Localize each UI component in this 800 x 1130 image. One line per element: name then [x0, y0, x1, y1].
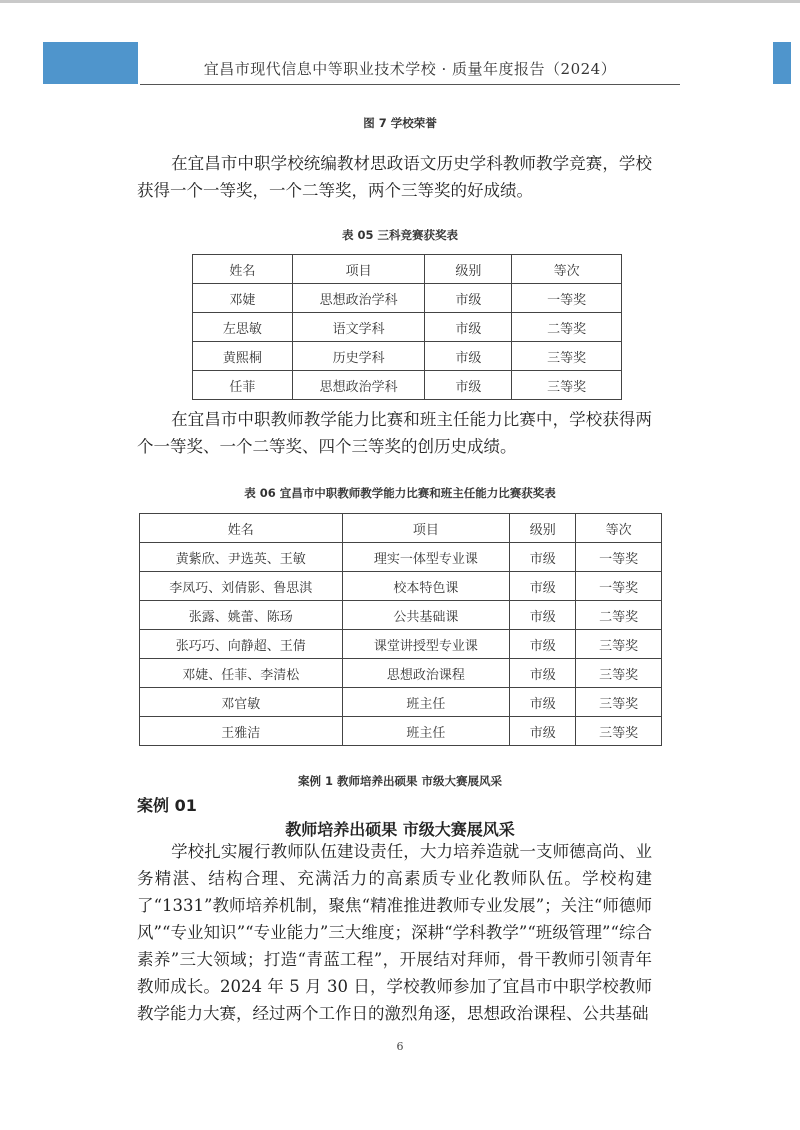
table06-header-name: 姓名	[140, 514, 343, 543]
paragraph-1	[137, 150, 652, 204]
table-cell: 市级	[510, 601, 576, 630]
table-row	[140, 630, 662, 659]
table-cell: 市级	[425, 313, 512, 342]
table05-header-rank: 等次	[512, 255, 622, 284]
table-cell: 三等奖	[576, 630, 662, 659]
table-row	[193, 371, 622, 400]
case-label: 案例 01	[137, 796, 197, 815]
table-cell: 思想政治学科	[292, 371, 425, 400]
table05	[192, 254, 622, 400]
table-cell: 二等奖	[512, 313, 622, 342]
table05-header-name: 姓名	[193, 255, 293, 284]
table-cell: 二等奖	[576, 601, 662, 630]
table-cell: 张巧巧、向静超、王倩	[140, 630, 343, 659]
table06	[139, 513, 662, 746]
case-body-text: 学校扎实履行教师队伍建设责任，大力培养造就一支师德高尚、业务精湛、结构合理、充满活力的高素质专业化教师队伍。学校构建了“1331”教师培养机制，聚焦“精准推进教师专业发展”；关注“师德师风”“专业知识”“专业能力”三大维度；深耕“学科教学”“班级管理”“综合素养”三大领域；打造“青蓝工程”，开展结对拜师，骨干教师引领青年教师成长。2024 年 5 月 30 日，学校教师参加了宜昌市中职学校教师教学能力大赛，经过两个工作日的激烈角逐，思想政治课程、公共基础	[137, 842, 652, 1023]
table-cell: 课堂讲授型专业课	[342, 630, 510, 659]
table05-caption: 表 05 三科竞赛获奖表	[341, 228, 458, 242]
table-row	[193, 313, 622, 342]
table-cell: 三等奖	[512, 371, 622, 400]
case-body	[137, 838, 652, 1027]
case-caption: 案例 1 教师培养出硕果 市级大赛展风采	[297, 774, 502, 788]
table-row	[193, 284, 622, 313]
table06-header-level: 级别	[510, 514, 576, 543]
table-cell: 三等奖	[512, 342, 622, 371]
case-title: 教师培养出硕果 市级大赛展风采	[285, 820, 515, 839]
page-top-edge	[0, 0, 800, 3]
table-row	[140, 543, 662, 572]
page-number: 6	[396, 1040, 404, 1053]
table-cell: 公共基础课	[342, 601, 510, 630]
table05-header-row	[193, 255, 622, 284]
table-cell: 市级	[510, 717, 576, 746]
table-cell: 市级	[510, 572, 576, 601]
table-cell: 市级	[510, 659, 576, 688]
table-cell: 市级	[425, 284, 512, 313]
table-row	[140, 688, 662, 717]
table05-header-project: 项目	[292, 255, 425, 284]
table-cell: 市级	[510, 630, 576, 659]
table-cell: 思想政治学科	[292, 284, 425, 313]
table-cell: 一等奖	[576, 543, 662, 572]
table-cell: 邓婕	[193, 284, 293, 313]
table-row	[140, 572, 662, 601]
table-row	[193, 342, 622, 371]
table-cell: 三等奖	[576, 717, 662, 746]
table-cell: 一等奖	[512, 284, 622, 313]
table-cell: 张露、姚蕾、陈玚	[140, 601, 343, 630]
table-cell: 理实一体型专业课	[342, 543, 510, 572]
table-cell: 历史学科	[292, 342, 425, 371]
table-cell: 邓官敏	[140, 688, 343, 717]
table-cell: 班主任	[342, 717, 510, 746]
table-cell: 黄紫欣、尹选英、王敏	[140, 543, 343, 572]
table-cell: 邓婕、任菲、李清松	[140, 659, 343, 688]
table-cell: 市级	[425, 342, 512, 371]
table-cell: 市级	[510, 543, 576, 572]
table-cell: 李凤巧、刘倩影、鲁思淇	[140, 572, 343, 601]
paragraph-2-text: 在宜昌市中职教师教学能力比赛和班主任能力比赛中，学校获得两个一等奖、一个二等奖、四个三等奖的创历史成绩。	[137, 410, 652, 456]
paragraph-2	[137, 406, 652, 460]
header-accent-block-right	[773, 42, 791, 84]
table-cell: 市级	[510, 688, 576, 717]
header-divider	[140, 84, 680, 85]
table06-header-project: 项目	[342, 514, 510, 543]
paragraph-1-text: 在宜昌市中职学校统编教材思政语文历史学科教师教学竞赛，学校获得一个一等奖，一个二等奖，两个三等奖的好成绩。	[137, 154, 652, 200]
table-cell: 左思敏	[193, 313, 293, 342]
header-accent-block-left	[43, 42, 138, 84]
table-cell: 市级	[425, 371, 512, 400]
table-cell: 思想政治课程	[342, 659, 510, 688]
table-cell: 王雅洁	[140, 717, 343, 746]
table-cell: 语文学科	[292, 313, 425, 342]
table-cell: 黄熙桐	[193, 342, 293, 371]
table-cell: 一等奖	[576, 572, 662, 601]
table-cell: 班主任	[342, 688, 510, 717]
table-cell: 三等奖	[576, 688, 662, 717]
table-row	[140, 601, 662, 630]
figure-caption: 图 7 学校荣誉	[363, 116, 437, 130]
table05-header-level: 级别	[425, 255, 512, 284]
table-row	[140, 717, 662, 746]
table06-caption: 表 06 宜昌市中职教师教学能力比赛和班主任能力比赛获奖表	[244, 486, 556, 500]
table-cell: 校本特色课	[342, 572, 510, 601]
table-row	[140, 659, 662, 688]
table06-header-row	[140, 514, 662, 543]
table-cell: 任菲	[193, 371, 293, 400]
header-title: 宜昌市现代信息中等职业技术学校 · 质量年度报告（2024）	[203, 60, 617, 78]
table-cell: 三等奖	[576, 659, 662, 688]
table06-header-rank: 等次	[576, 514, 662, 543]
